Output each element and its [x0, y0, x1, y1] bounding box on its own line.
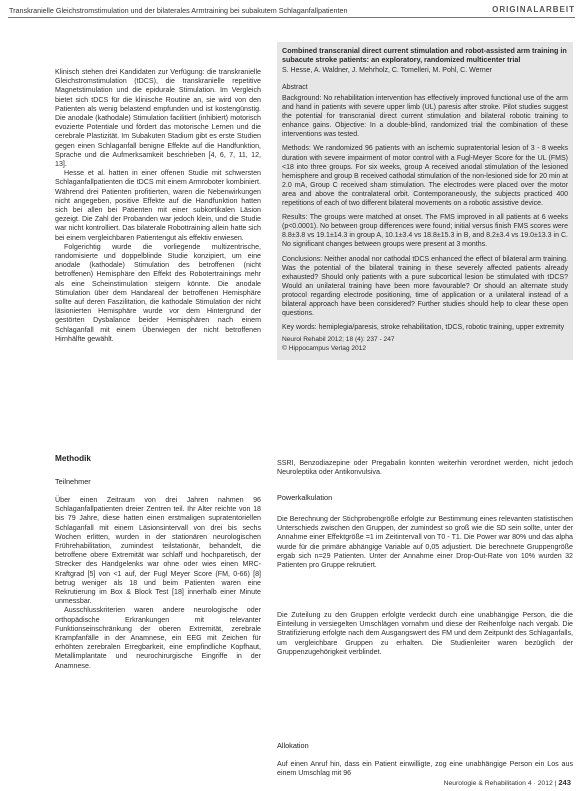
issue-number: 4 · 2012: [527, 780, 553, 787]
body-paragraph: SSRI, Benzodiazepine oder Pregabalin konnten weiterhin verordnet werden, nicht jedoch Neuroleptika oder Antikonvulsiva.: [277, 459, 573, 477]
intro-paragraph: Folgerichtig wurde die vorliegende multizentrische, randomisierte und doppelblinde Studie konzipiert, um eine anodale (kathodale) Stimulation des betroffenen (nicht betroffenen) Hemisphäre den Effekt des Robotertrainings mehr als eine Scheinstimulation steigern könnte. Die anodale Stimulation über dem Handareal der betroffenen Hemisphäre sollte auf deren Faszilitation, die kathodale Stimulation der nicht läsionierten Hemisphäre wurde vor dem Hintergrund der gestörten Dysbalance beider Hemisphären nach einem Schlaganfall mit einem Überwiegen der nicht betroffenen Hirnhälfte gewählt.: [55, 242, 261, 343]
section-heading: Methodik: [55, 454, 91, 463]
intro-column: [55, 68, 261, 344]
journal-name: Neurologie & Rehabilitation: [443, 780, 526, 787]
right-column-top: [277, 459, 573, 477]
process-column: [277, 611, 573, 657]
page-footer: Neurologie & Rehabilitation 4 · 2012 | 243: [443, 778, 571, 787]
intro-paragraph: Klinisch stehen drei Kandidaten zur Verfügung: die transkranielle Gleichstromstimulation (tDCS), die transkranielle repetitive Magnetstimulation und die epidurale Stimulation. Im Vergleich bietet sich tDCS für die klinische Routine an, sie wird von den Patienten als wenig belastend empfunden und ist kostengünstig. Die anodale (kathodale) Stimulation facilitiert (inhibiert) motorisch evozierte Potentiale und fördert das motorische Lernen und die cerebrale Plastizität. Im Subakuten Stadium gibt es erste Studien gegen einen Schlaganfall benigne Effekte auf die Handfunktion, Sprache und die Aufmerksamkeit beschrieben [4, 6, 7, 11, 12, 13].: [55, 68, 261, 169]
participants-column: [55, 496, 261, 671]
subsection-heading: Teilnehmer: [55, 477, 91, 486]
abstract-title: Combined transcranial direct current stimulation and robot-assisted arm training in subacute stroke patients: an exploratory, randomized multicenter trial: [282, 46, 567, 65]
abstract-keywords: Key words: hemiplegia/paresis, stroke rehabilitation, tDCS, robotic training, upper extremity: [282, 324, 565, 332]
body-paragraph: Über einen Zeitraum von drei Jahren nahmen 96 Schlaganfallpatienten dreier Zentren teil. Ihr Alter reichte von 18 bis 79 Jahre, diese hatten einen erstmaligen supratentoriellen Schlaganfall mit einem Läsionsintervall von drei bis sechs Wochen erlitten, wurden in der stationären neurologischen Frührehabilitation, zumindest teilstationär, behandelt, die betroffene obere Extremität war schlaff und hochparetisch, der Strecker des Handgelenks war ohne oder wies einen MRC-Kraftgrad [5] von <1 auf, der Fugl Meyer Score (FM, 0-66) [8] betrug weniger als 18 und beim Patienten waren eine Rekrutierung im Box & Block Test [18] innerhalb einer Minute unmessbar.: [55, 496, 261, 606]
power-column: [277, 515, 573, 570]
abstract-citation: Neurol Rehabil 2012; 18 (4): 237 - 247 © Hippocampus Verlag 2012: [282, 336, 395, 352]
page-number: 243: [558, 778, 571, 787]
abstract-authors: S. Hesse, A. Waldner, J. Mehrholz, C. Tomelleri, M. Pohl, C. Werner: [282, 66, 492, 74]
running-title: Transkranielle Gleichstromstimulation und der bilaterales Armtraining bei subakutem Schlaganfallpatienten: [9, 6, 348, 15]
abstract-section: Conclusions: Neither anodal nor cathodal tDCS enhanced the effect of bilateral arm training. Was the potential of the bilateral training in these severely affected patients already exhausted? Should only patients with a pure subcortical lesion be stimulated with tDCS? Would an unilateral training have been more favourable? Or should an alternate study protocol regarding electrode positioning, time of application or a unilateral instead of a bilateral approach have been considered? Further studies should help to clear these open questions.: [282, 255, 568, 318]
body-paragraph: Ausschlusskriterien waren andere neurologische oder orthopädische Erkrankungen mit relevanter Funktionseinschränkung der oberen Extremität, zerebrale Krampfanfälle in der Anamnese, ein EEG mit Zeichen für erhöhten zerebralen Erregbarkeit, eine empfindliche Kopfhaut, Metallimplantate und neurochirurgische Eingriffe in der Anamnese.: [55, 606, 261, 670]
abstract-section: Background: No rehabilitation intervention has effectively improved functional use of the arm and hand in patients with severe upper limb (UL) paresis after stroke. Pilot studies suggest the potential for transcranial direct current stimulation and bilateral robotic training to enhance gains. Objective: In a double-blind, randomized trial the combination of these interventions was tested.: [282, 95, 568, 139]
allocation-column: [277, 760, 573, 778]
abstract-box: [277, 42, 573, 360]
body-paragraph: Auf einen Anruf hin, dass ein Patient einwilligte, zog eine unabhängige Person ein Los aus einem Umschlag mit 96: [277, 760, 573, 778]
subsection-heading: Allokation: [277, 741, 309, 750]
subsection-heading: Powerkalkulation: [277, 493, 333, 502]
body-paragraph: Die Berechnung der Stichprobengröße erfolgte zur Bestimmung eines relevanten statistischen Unterschieds zwischen den Gruppen, der zumindest so groß wie die SD sein sollte, unter der Annahme einer Effektgröße =1 im Zeitintervall von T0 - T1. Die Power war 80% und das alpha wurde für die primäre abhängige Variable auf 0,05 adjustiert. Die berechnete Gruppengröße ergab sich n=29 Patienten. Unter der Annahme einer Drop-Out-Rate von 10% wurden 32 Patienten pro Gruppe rekrutiert.: [277, 515, 573, 570]
page-header: [0, 0, 583, 22]
abstract-heading: Abstract: [282, 83, 308, 91]
section-label: ORIGINALARBEIT: [492, 5, 575, 14]
abstract-section: Results: The groups were matched at onset. The FMS improved in all patients at 6 weeks (p<0.0001). No between group differences were found; initial versus finish FMS scores were 8.8±3.8 vs 19.1±14.3 in group A, 10.1±3.4 vs 18.8±15.3 in B, and 8.2±3.4 vs 19.0±13.3 in C. No significant changes between groups were present at 3 months.: [282, 214, 568, 249]
header-rule: [8, 17, 575, 18]
body-paragraph: Die Zuteilung zu den Gruppen erfolgte verdeckt durch eine unabhängige Person, die die Einteilung in versiegelten Umschlägen vornahm und diese der Reihenfolge nach vergab. Die Stratifizierung erfolgte nach dem Ausgangswert des FM und dem Zeitpunkt des Schlaganfalls, um vergleichbare Gruppen zu erhalten. Die Studienleiter waren bezüglich der Gruppenzugehörigkeit verblindet.: [277, 611, 573, 656]
intro-paragraph: Hesse et al. hatten in einer offenen Studie mit schwersten Schlaganfallpatienten die tDCS mit einem Armroboter kombiniert. Während drei Patienten profitierten, waren die Nebenwirkungen nicht angegeben, positive Effekte auf die Handfunktion hatten sich bei allen bei Patienten mit einer subkortikalen Läsion gezeigt. Die Zahl der Probanden war jedoch klein, und die Studie war nicht kontrolliert. Das bilaterale Robottraining allein hatte sich bei einem vergleichbaren Patientengut als effektiv erwiesen.: [55, 169, 261, 242]
abstract-section: Methods: We randomized 96 patients with an ischemic supratentorial lesion of 3 - 8 weeks duration with severe impairment of motor control with a Fugl-Meyer Score for the UL (FMS) <18 into three groups. For six weeks, group A received anodal stimulation of the lesioned hemisphere and group B received cathodal stimulation of the non-lesioned side for 20 min at 2.0 mA, Group C received sham stimulation. The electrodes were placed over the motor area and above the contralateral orbit. Contemporaneously, the subjects practiced 400 repetitions of each of two different bilateral movements on a robotic assistive device.: [282, 145, 569, 208]
